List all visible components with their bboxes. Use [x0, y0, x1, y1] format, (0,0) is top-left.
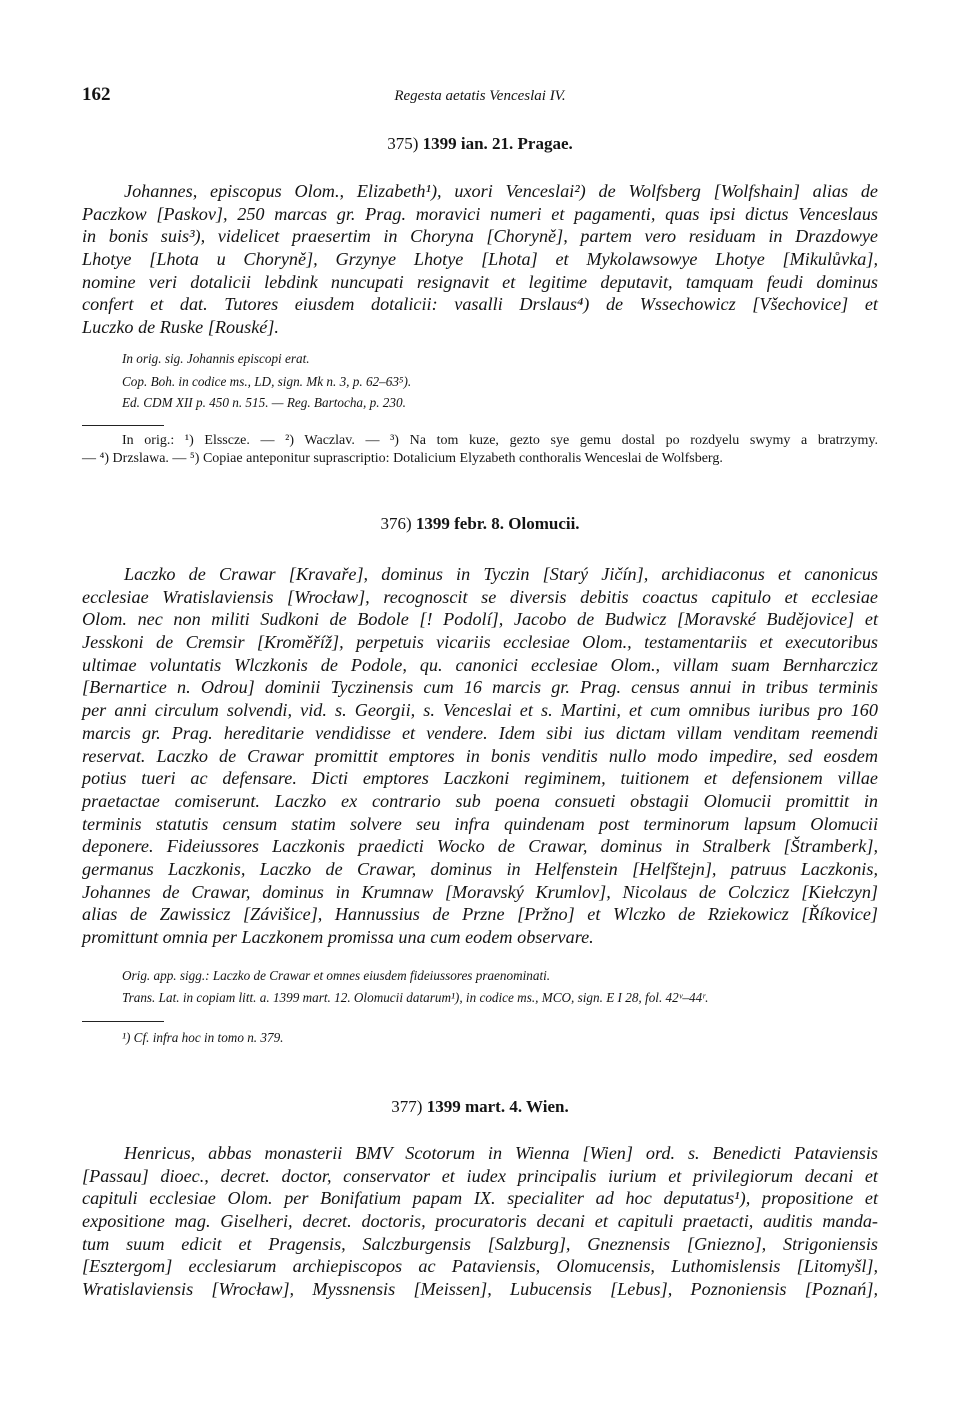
source-note: In orig. sig. Johannis episcopi erat.	[122, 351, 310, 366]
text-line: praetactae comiserunt. Laczko ex contrario sub poena consueti obstagii Olomucii promittit in	[82, 790, 878, 811]
text-line: terminis statutis censum statim solvere seu infra quindenam post terminorum lapsum Olomucii	[82, 813, 878, 834]
footnote-line: — ⁴) Drzslawa. — ⁵) Copiae anteponitur suprascriptio: Dotalicium Elyzabeth conthoralis Wenceslai de Wolfsberg.	[82, 450, 723, 466]
source-note: Ed. CDM XII p. 450 n. 515. — Reg. Bartocha, p. 230.	[122, 395, 406, 410]
text-line: Luczko de Ruske [Rouské].	[82, 317, 279, 338]
text-line: alias de Zawissicz [Závišice], Hannussius de Przne [Pržno] et Wlczko de Rziekowicz [Říkovice]	[82, 904, 878, 925]
source-note: Trans. Lat. in copiam litt. a. 1399 mart. 12. Olomucii datarum¹), in codice ms., MCO, sign. E I 28, fol. 42ᵛ–44ʳ.	[122, 990, 709, 1005]
text-line: reservat. Laczko de Crawar promittit emptores in bonis venditis nullo modo impedire, sed eosdem	[82, 745, 878, 766]
text-line: capituli ecclesiae Olom. per Bonifatium papam IX. specialiter ad hoc deputatus¹), propositione et	[82, 1188, 878, 1209]
entry-text-376	[82, 563, 878, 949]
text-line: confert et dat. Tutores eiusdem dotalicii: vasalli Drslaus⁴) de Wssechowicz [Všechovice] et	[82, 294, 878, 315]
entry-date-place: 1399 febr. 8. Olomucii.	[415, 514, 580, 533]
footnote-divider	[82, 1021, 164, 1022]
text-line: deponere. Fideiussores Laczkonis praedicti Wocko de Crawar, dominus in Stralberk [Štramberk],	[82, 836, 878, 857]
text-line: Wratislaviensis [Wrocław], Myssnensis [Meissen], Lubucensis [Lebus], Poznoniensis [Poznań],	[82, 1279, 878, 1300]
text-line: Lhotye [Lhota u Choryně], Grzynye Lhotye [Lhota] et Mykolawsowye Lhotye [Mikulůvka],	[82, 249, 878, 270]
entry-date-place: 1399 mart. 4. Wien.	[426, 1097, 569, 1116]
text-line: marcis gr. Prag. hereditarie vendidisse et vendere. Idem sibi ius dictam villam venditam reemendi	[82, 722, 878, 743]
entry-text-377	[82, 1142, 878, 1301]
text-line: [Esztergom] ecclesiarum archiepiscopos ac Pataviensis, Olomucensis, Luthomislensis [Litomyšl],	[82, 1256, 878, 1277]
text-line: Olom. nec non militi Sudkoni de Bodole [! Podolí], Jacobo de Budwicz [Moravské Budějovice] et	[82, 609, 878, 630]
footnote-divider	[82, 425, 164, 426]
text-line: expositione mag. Giselheri, decret. doctoris, procuratoris decani et capituli praetacti, auditis manda-	[82, 1211, 878, 1232]
entry-heading-375	[0, 134, 960, 154]
text-line: [Bernartice n. Odrou] dominii Tyczinensis cum 16 marcis gr. Prag. census annui in tribus terminis	[82, 677, 878, 698]
entry-number: 375)	[387, 134, 419, 153]
footnote-line: ¹) Cf. infra hoc in tomo n. 379.	[122, 1030, 284, 1045]
text-line: Jesskoni de Cremsir [Kroměříž], perpetuis vicariis ecclesiae Olom., testamentariis et executoribus	[82, 632, 878, 653]
text-line: ecclesiae Wratislaviensis [Wrocław], recognoscit se diversis debitis coactus capitulo et ecclesiae	[82, 586, 878, 607]
entry-heading-377	[0, 1097, 960, 1117]
text-line: nomine veri dotalicii lebdink nuncupati resignavit et legitime deputavit, tamquam feudi dominus	[82, 271, 878, 292]
page-number: 162	[82, 84, 111, 105]
text-line: per anni circulum solvendi, vid. s. Georgii, s. Venceslai et s. Martini, et cum omnibus iuribus pro 160	[82, 700, 878, 721]
text-line: in bonis suis³), videlicet praesertim in Choryna [Choryně], partem vero residuam in Drazdowye	[82, 226, 878, 247]
text-line: Laczko de Crawar [Kravaře], dominus in Tyczin [Starý Jičín], archidiaconus et canonicus	[124, 564, 878, 584]
entry-number: 377)	[391, 1097, 423, 1116]
source-note: Cop. Boh. in codice ms., LD, sign. Mk n. 3, p. 62–63⁵).	[122, 374, 412, 389]
footnote-line: In orig.: ¹) Elssсze. — ²) Waczlav. — ³) Na tom kuze, gezto sye gemu dostal po rozdyelu swymy a bratrzymy.	[122, 433, 878, 448]
text-line: promittunt omnia per Laczkonem promissa una cum eodem observare.	[82, 927, 594, 947]
text-line: potius tueri ac defensare. Dicti emptores Laczkoni regiminem, tuitionem et defensionem villae	[82, 768, 878, 789]
footnotes-375	[82, 432, 878, 467]
text-line: ultimae voluntatis Wlczkonis de Podole, qu. canonici ecclesiae Olom., villam suam Bernharczicz	[82, 654, 878, 675]
entry-number: 376)	[380, 514, 412, 533]
text-line: [Passau] dioec., decret. doctor, conservator et iudex principalis iurium et privilegiorum decani et	[82, 1165, 878, 1186]
source-note: Orig. app. sigg.: Laczko de Crawar et omnes eiusdem fideiussores praenominati.	[122, 968, 551, 983]
text-line: Henricus, abbas monasterii BMV Scotorum in Wienna [Wien] ord. s. Benedicti Pataviensis	[124, 1143, 878, 1163]
text-line: germanus Laczkonis, Laczko de Crawar, dominus in Helfenstein [Helfštejn], patruus Laczkonis,	[82, 858, 878, 879]
entry-text-375	[82, 180, 878, 339]
text-line: Johannes de Crawar, dominus in Krumnaw [Moravský Krumlov], Nicolaus de Colczicz [Kiełczyn]	[82, 881, 878, 902]
text-line: Paczkow [Paskov], 250 marcas gr. Prag. moravici numeri et pagamenti, quas ipsi dictus Venceslaus	[82, 203, 878, 224]
entry-heading-376	[0, 514, 960, 534]
running-title: Regesta aetatis Venceslai IV.	[394, 88, 566, 104]
text-line: tum suum edicit et Pragensis, Salczburgensis [Salzburg], Gneznensis [Gniezno], Strigoniensis	[82, 1233, 878, 1254]
text-line: Johannes, episcopus Olom., Elizabeth¹), uxori Venceslai²) de Wolfsberg [Wolfshain] alias de	[124, 181, 878, 201]
entry-date-place: 1399 ian. 21. Pragae.	[422, 134, 573, 153]
